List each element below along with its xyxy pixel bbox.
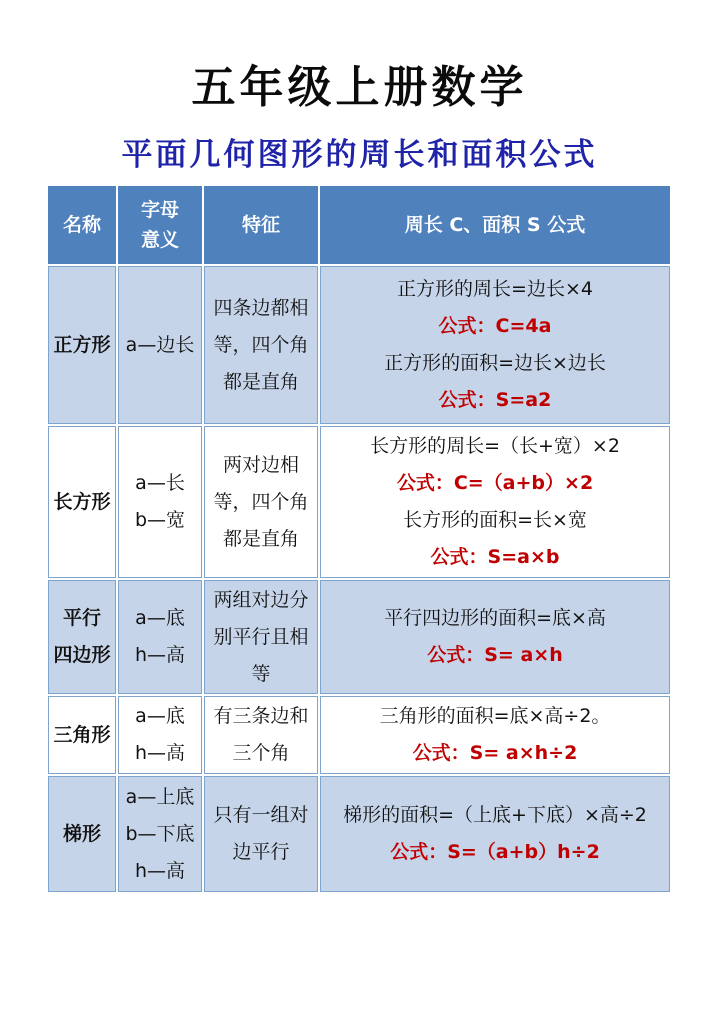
letter-meaning-cell: [118, 776, 202, 892]
shape-name-cell-line: 梯形: [62, 822, 101, 845]
formula-description: 梯形的面积=（上底+下底）×高÷2: [343, 804, 647, 826]
shape-name-cell: [48, 696, 116, 774]
feature-cell-line: 四条边都相: [213, 296, 309, 319]
letter-meaning-cell-line: a—长: [135, 472, 185, 494]
feature-cell-line: 都是直角: [222, 527, 299, 550]
feature-cell: [204, 776, 318, 892]
letter-meaning-cell-line: a—底: [135, 607, 185, 629]
shape-name-cell-line: 平行: [62, 607, 101, 629]
letter-meaning-cell-line: b—宽: [134, 509, 186, 531]
letter-meaning-cell-line: a—边长: [125, 333, 195, 356]
shape-name-cell-line: 长方形: [53, 490, 111, 513]
feature-cell-line: 只有一组对: [213, 804, 309, 826]
table-row: [48, 266, 670, 424]
header-letters: [118, 186, 202, 264]
formula-expression: 公式：C=（a+b）×2: [396, 472, 594, 494]
shape-name-cell: [48, 266, 116, 424]
letter-meaning-cell-line: a—底: [135, 705, 185, 727]
feature-cell: [204, 426, 318, 578]
formula-expression: 公式：S=a×b: [430, 546, 560, 568]
feature-cell-line: 三个角: [232, 742, 290, 764]
shape-name-cell: [48, 580, 116, 694]
feature-cell: [204, 580, 318, 694]
feature-cell-line: 都是直角: [222, 370, 299, 393]
formula-description: 三角形的面积=底×高÷2。: [379, 705, 611, 727]
letter-meaning-cell-line: a—上底: [125, 785, 195, 808]
feature-cell-line: 等，四个角: [213, 333, 309, 356]
page-title: 五年级上册数学: [191, 62, 528, 113]
header-name: 名称: [48, 186, 116, 264]
formula-cell: [320, 426, 670, 578]
shape-name-cell-line: 正方形: [53, 333, 111, 356]
shape-name-cell: [48, 426, 116, 578]
feature-cell-line: 两组对边分: [213, 588, 309, 611]
letter-meaning-cell: [118, 426, 202, 578]
header-letters-line2: 意义: [140, 229, 179, 251]
header-formula: 周长 C、面积 S 公式: [320, 186, 670, 264]
feature-cell-line: 两对边相: [222, 453, 299, 476]
table-row: [48, 776, 670, 892]
page-subtitle: 平面几何图形的周长和面积公式: [121, 137, 598, 173]
table-row: [48, 696, 670, 774]
feature-cell-line: 等: [251, 662, 271, 685]
formula-cell: [320, 696, 670, 774]
formula-table: [46, 184, 672, 894]
table-header-row: [48, 186, 670, 264]
formula-expression: 公式：S= a×h÷2: [412, 742, 578, 764]
letter-meaning-cell: [118, 266, 202, 424]
formula-expression: 公式：S= a×h: [427, 644, 563, 666]
header-letters-line1: 字母: [140, 199, 179, 221]
formula-expression: 公式：S=（a+b）h÷2: [390, 841, 600, 863]
table-body: [48, 266, 670, 892]
feature-cell: [204, 266, 318, 424]
letter-meaning-cell-line: h—高: [134, 859, 186, 882]
formula-expression: 公式：C=4a: [438, 315, 552, 337]
feature-cell-line: 别平行且相: [213, 625, 309, 648]
formula-description: 正方形的周长=边长×4: [397, 278, 593, 300]
letter-meaning-cell-line: h—高: [134, 742, 186, 764]
header-feature: 特征: [204, 186, 318, 264]
feature-cell-line: 等，四个角: [213, 490, 309, 513]
shape-name-cell-line: 三角形: [53, 723, 111, 746]
letter-meaning-cell: [118, 580, 202, 694]
formula-description: 长方形的面积=长×宽: [403, 509, 587, 531]
shape-name-cell: [48, 776, 116, 892]
formula-description: 正方形的面积=边长×边长: [384, 352, 606, 374]
letter-meaning-cell-line: b—下底: [125, 822, 195, 845]
letter-meaning-cell-line: h—高: [134, 644, 186, 666]
feature-cell: [204, 696, 318, 774]
formula-expression: 公式：S=a2: [438, 389, 552, 411]
feature-cell-line: 有三条边和: [213, 705, 309, 727]
formula-cell: [320, 776, 670, 892]
letter-meaning-cell: [118, 696, 202, 774]
feature-cell-line: 边平行: [232, 841, 290, 863]
formula-cell: [320, 266, 670, 424]
formula-cell: [320, 580, 670, 694]
formula-description: 平行四边形的面积=底×高: [384, 607, 606, 629]
table-row: [48, 580, 670, 694]
table-row: [48, 426, 670, 578]
shape-name-cell-line: 四边形: [53, 644, 111, 666]
formula-description: 长方形的周长=（长+宽）×2: [370, 435, 620, 457]
